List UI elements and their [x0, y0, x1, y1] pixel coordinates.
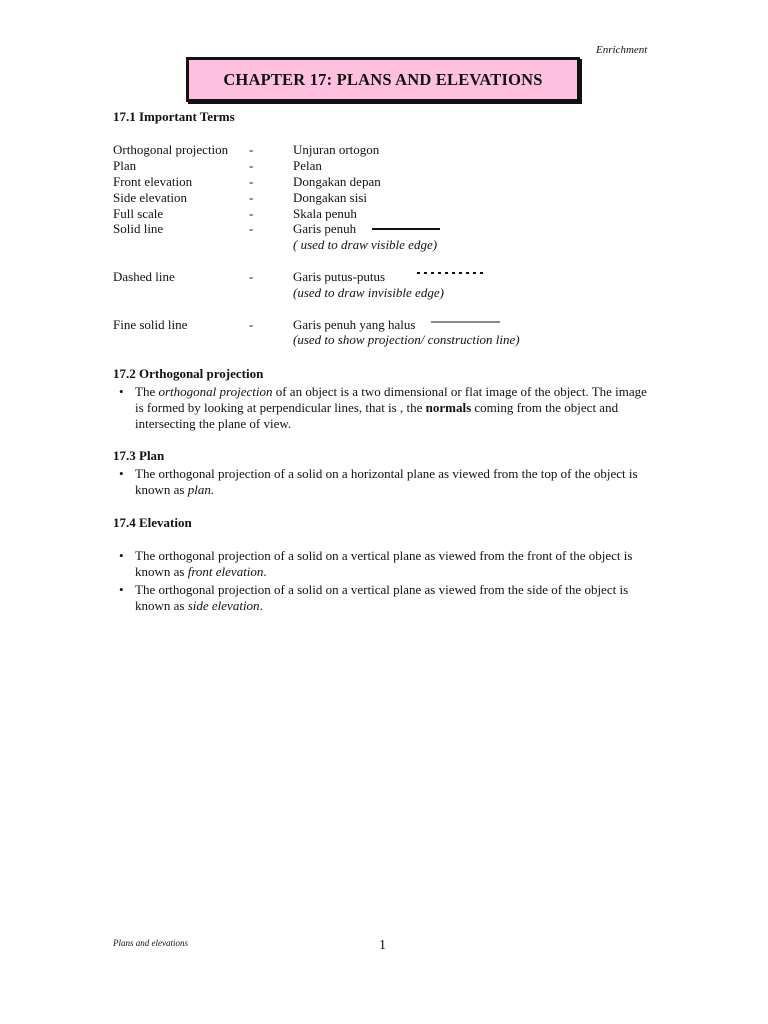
term-malay: Skala penuh	[293, 206, 357, 221]
text-run: The orthogonal projection of a solid on a vertical plane as viewed from the side of the object is known as	[135, 582, 629, 613]
term-row	[113, 174, 673, 190]
bullet-item	[113, 582, 658, 614]
header-tag: Enrichment	[596, 44, 648, 56]
term-english: Side elevation	[113, 190, 188, 205]
term-dash: -	[249, 221, 254, 236]
term-english: Fine solid line	[113, 317, 188, 332]
emphasis-text: front elevation	[187, 564, 264, 579]
text-run: coming from the object and intersecting the plane of view.	[135, 400, 619, 431]
term-english: Dashed line	[113, 269, 175, 284]
chapter-title-box	[186, 57, 580, 102]
section-heading-elevation: 17.4 Elevation	[113, 515, 192, 530]
text-run: .	[259, 598, 263, 613]
term-row	[113, 269, 673, 285]
page-number: 1	[379, 938, 386, 953]
bullet-text	[135, 548, 658, 580]
chapter-title: CHAPTER 17: PLANS AND ELEVATIONS	[223, 69, 543, 89]
term-malay: Garis putus-putus	[293, 269, 386, 284]
term-dash: -	[249, 190, 254, 205]
emphasis-text: side elevation	[187, 598, 260, 613]
term-malay: Pelan	[293, 158, 322, 173]
section-heading-terms: 17.1 Important Terms	[113, 109, 235, 124]
term-note: ( used to draw visible edge)	[293, 237, 438, 252]
term-dash: -	[249, 158, 254, 173]
dashed-line-sample	[417, 271, 489, 275]
term-note: (used to draw invisible edge)	[293, 285, 444, 300]
bullet-text	[135, 582, 658, 614]
text-run: .	[263, 564, 267, 579]
section-heading-orthogonal: 17.2 Orthogonal projection	[113, 366, 264, 381]
term-dash: -	[249, 206, 254, 221]
term-english: Solid line	[113, 221, 164, 236]
term-english: Front elevation	[113, 174, 193, 189]
term-dash: -	[249, 269, 254, 284]
bold-text: normals	[425, 400, 472, 415]
term-dash: -	[249, 317, 254, 332]
term-malay: Dongakan sisi	[293, 190, 368, 205]
bullet-item	[113, 548, 658, 580]
term-row	[113, 206, 673, 222]
bullet-item	[113, 384, 658, 432]
bullet-text	[135, 384, 658, 432]
bullet-dot: •	[119, 466, 124, 481]
term-malay: Garis penuh yang halus	[293, 317, 416, 332]
term-row	[113, 142, 673, 158]
term-english: Plan	[113, 158, 137, 173]
term-row	[113, 158, 673, 174]
term-malay: Dongakan depan	[293, 174, 381, 189]
bullet-dot: •	[119, 548, 124, 563]
emphasis-text: plan.	[187, 482, 215, 497]
text-run: The orthogonal projection of a solid on a vertical plane as viewed from the front of the object is known as	[135, 548, 633, 579]
term-row	[113, 190, 673, 206]
term-row	[113, 317, 673, 333]
fine-line-sample	[431, 321, 503, 324]
term-dash: -	[249, 174, 254, 189]
footer-title: Plans and elevations	[113, 938, 188, 948]
section-heading-plan: 17.3 Plan	[113, 448, 165, 463]
bullet-text	[135, 466, 658, 498]
bullet-item	[113, 466, 658, 498]
solid-line-sample	[372, 227, 442, 231]
text-run: The	[135, 384, 159, 399]
text-run: of an object is a two dimensional or flat image of the object. The image is formed by looking at perpendicular lines, that is , the	[135, 384, 647, 415]
text-run: The orthogonal projection of a solid on a horizontal plane as viewed from the top of the object is known as	[135, 466, 638, 497]
term-note: (used to show projection/ construction line)	[293, 332, 520, 347]
term-english: Full scale	[113, 206, 164, 221]
term-malay: Unjuran ortogon	[293, 142, 380, 157]
bullet-dot: •	[119, 582, 124, 597]
term-dash: -	[249, 142, 254, 157]
bullet-dot: •	[119, 384, 124, 399]
term-english: Orthogonal projection	[113, 142, 229, 157]
term-malay: Garis penuh	[293, 221, 357, 236]
emphasis-text: orthogonal projection	[158, 384, 273, 399]
